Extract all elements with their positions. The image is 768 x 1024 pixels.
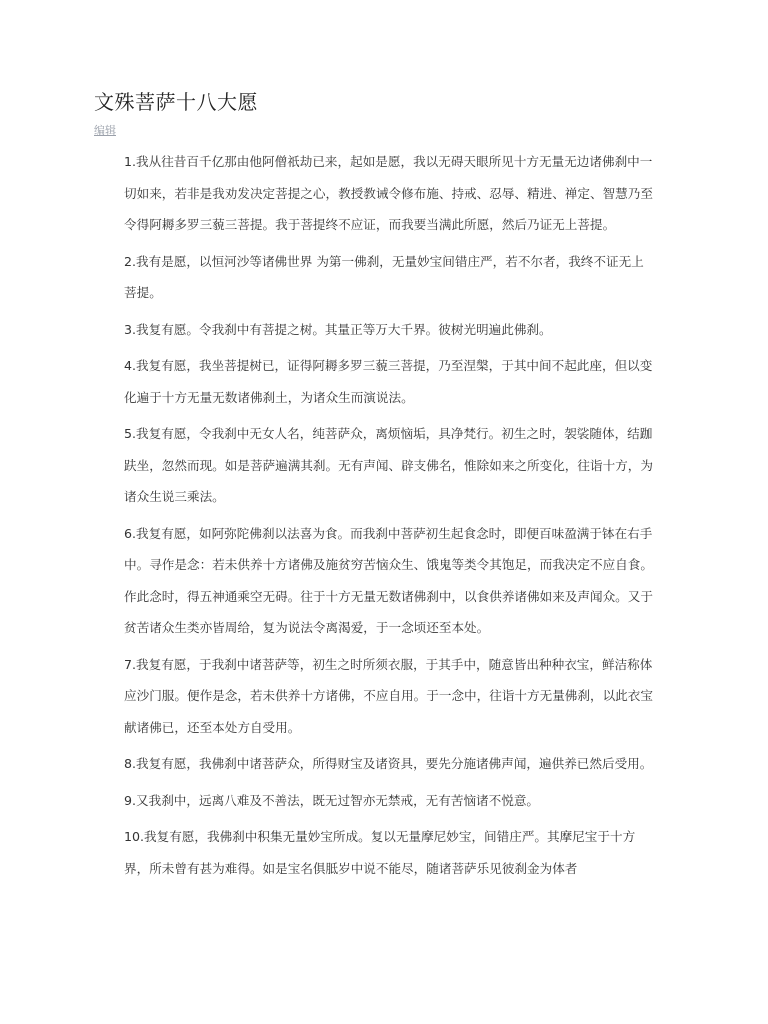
paragraph-4: 4.我复有愿，我坐菩提树已，证得阿耨多罗三藐三菩提，乃至涅槃，于其中间不起此座，但以变化遍于十方无量无数诸佛刹土，为诸众生而演说法。 [124,358,653,405]
edit-link[interactable]: 编辑 [94,124,116,137]
paragraph-3: 3.我复有愿。令我刹中有菩提之树。其量正等万大千界。彼树光明遍此佛刹。 [124,321,552,337]
paragraph-2: 2.我有是愿，以恒河沙等诸佛世界 为第一佛刹，无量妙宝间错庄严，若不尔者，我终不证无上菩提。 [124,253,644,300]
article-body [124,146,654,889]
paragraph-9: 9.又我刹中，远离八难及不善法，既无过智亦无禁戒，无有苦恼诸不悦意。 [124,792,540,808]
paragraph-7: 7.我复有愿，于我刹中诸菩萨等，初生之时所须衣服，于其手中，随意皆出种种衣宝，鲜洁称体应沙门服。便作是念，若未供养十方诸佛，不应自用。于一念中，往诣十方无量佛刹，以此衣宝献诸佛已，还至本处方自受用。 [124,656,653,735]
paragraph-1: 1.我从往昔百千亿那由他阿僧祇劫已来，起如是愿，我以无碍天眼所见十方无量无边诸佛刹中一切如来，若非是我劝发决定菩提之心，教授教诫令修布施、持戒、忍辱、精进、禅定、智慧乃至令得阿耨多罗三藐三菩提。我于菩提终不应证，而我要当满此所愿，然后乃证无上菩提。 [124,154,653,232]
paragraph-10: 10.我复有愿，我佛刹中积集无量妙宝所成。复以无量摩尼妙宝，间错庄严。其摩尼宝于十方界，所未曾有甚为难得。如是宝名俱胝岁中说不能尽，随诸菩萨乐见彼刹金为体者 [124,829,636,876]
paragraph-5: 5.我复有愿，令我刹中无女人名，纯菩萨众，离烦恼垢，具净梵行。初生之时，袈裟随体，结跏趺坐，忽然而现。如是菩萨遍满其刹。无有声闻、辟支佛名，惟除如来之所变化，往诣十方，为诸众生说三乘法。 [124,426,653,504]
page-title: 文殊菩萨十八大愿 [94,90,258,114]
paragraph-8: 8.我复有愿，我佛刹中诸菩萨众，所得财宝及诸资具，要先分施诸佛声闻，遍供养已然后受用。 [124,756,653,771]
paragraph-6: 6.我复有愿，如阿弥陀佛刹以法喜为食。而我刹中菩萨初生起食念时，即便百味盈满于钵在右手中。寻作是念：若未供养十方诸佛及施贫穷苦恼众生、饿鬼等类令其饱足，而我决定不应自食。作此念时，得五神通乘空无碍。往于十方无量无数诸佛刹中，以食供养诸佛如来及声闻众。又于贫苦诸众生类亦皆周给，复为说法令离渴爱，于一念顷还至本处。 [124,525,653,635]
